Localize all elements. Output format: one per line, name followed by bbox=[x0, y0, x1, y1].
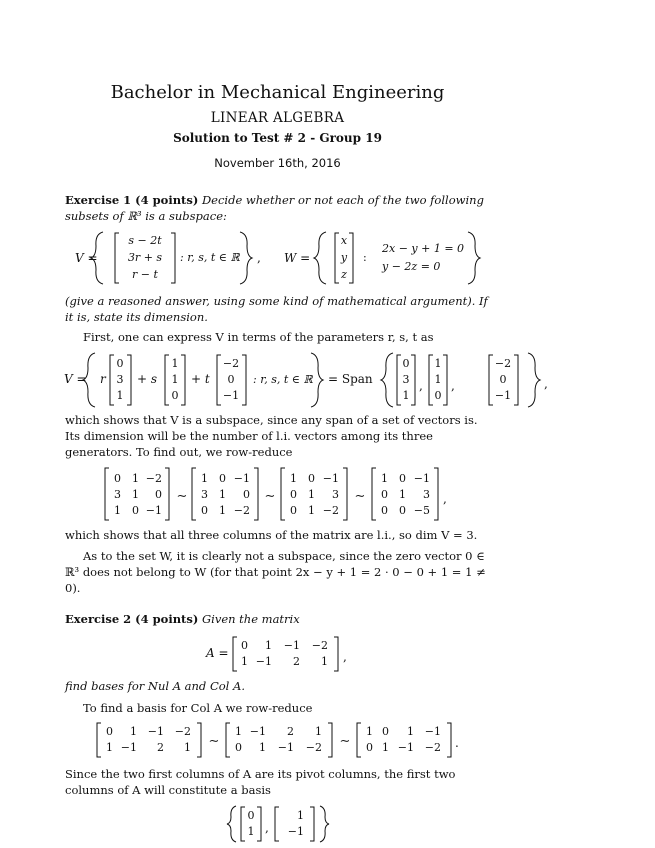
param-lhs: V = bbox=[64, 372, 87, 386]
exercise-2-paragraph-1: To find a basis for Col A we row-reduce bbox=[83, 701, 313, 715]
matrix-entry: 1 bbox=[290, 472, 297, 485]
matrix-entry: −1 bbox=[397, 741, 414, 754]
matrix-entry: 2 bbox=[157, 741, 164, 754]
exercise-1-sets bbox=[0, 228, 655, 288]
span-entry: −1 bbox=[494, 389, 512, 402]
exercise-1-heading: Exercise 1 (4 points) bbox=[65, 193, 199, 207]
param-coef: r bbox=[100, 372, 106, 386]
comma: , bbox=[544, 377, 548, 391]
basis-entry: −1 bbox=[287, 825, 304, 838]
matrix-entry: 1 bbox=[382, 741, 389, 754]
span-label: = Span bbox=[328, 372, 373, 386]
matrix-entry: −1 bbox=[277, 741, 294, 754]
document-title: Bachelor in Mechanical Engineering bbox=[110, 82, 445, 103]
param-entry: 0 bbox=[116, 357, 124, 370]
parametric-form bbox=[0, 350, 655, 410]
param-entry: 0 bbox=[171, 389, 179, 402]
matrix-entry: 1 bbox=[399, 488, 406, 501]
matrix-entry: 1 bbox=[106, 741, 113, 754]
span-entry: 0 bbox=[402, 357, 410, 370]
matrix-entry: 3 bbox=[114, 488, 121, 501]
param-condition: : r, s, t ∈ ℝ bbox=[253, 373, 313, 386]
matrix-entry: 1 bbox=[321, 655, 328, 668]
matrix-entry: 3 bbox=[201, 488, 208, 501]
set-w-entry: x bbox=[340, 234, 348, 247]
exercise-1-paragraph-4: As to the set W, it is clearly not a subspace, since the zero vector 0 ∈ ℝ³ does not belong to W (for that point 2x − y + 1 = 2 · 0 − 0 + 1 = 1 ≠ 0). bbox=[65, 549, 486, 595]
matrix-entry: 0 bbox=[201, 504, 208, 517]
set-v-name: V = bbox=[75, 251, 98, 265]
matrix-entry: 2 bbox=[293, 655, 300, 668]
matrix-entry: 1 bbox=[130, 725, 137, 738]
course-name: LINEAR ALGEBRA bbox=[210, 110, 345, 126]
matrix-entry: −2 bbox=[233, 504, 250, 517]
sim-symbol: ∼ bbox=[264, 489, 276, 504]
set-v-entry: r − t bbox=[132, 268, 158, 281]
matrix-a bbox=[0, 634, 655, 674]
matrix-entry: −1 bbox=[283, 639, 300, 652]
set-v-entry: s − 2t bbox=[128, 234, 162, 247]
param-entry: 1 bbox=[171, 357, 179, 370]
matrix-entry: 0 bbox=[381, 488, 388, 501]
set-w-equation-1: 2x − y + 1 = 0 bbox=[382, 242, 465, 255]
set-w-entry: z bbox=[341, 268, 347, 281]
basis-entry: 0 bbox=[247, 809, 255, 822]
span-entry: 3 bbox=[402, 373, 410, 386]
matrix-entry: −2 bbox=[311, 639, 328, 652]
matrix-entry: 0 bbox=[399, 472, 406, 485]
span-entry: 1 bbox=[434, 373, 442, 386]
sim-symbol: ∼ bbox=[208, 734, 220, 749]
matrix-entry: −1 bbox=[120, 741, 137, 754]
matrix-entry: 0 bbox=[155, 488, 162, 501]
document-subtitle: Solution to Test # 2 - Group 19 bbox=[173, 131, 382, 145]
matrix-entry: 1 bbox=[259, 741, 266, 754]
exercise-1-paragraph-3: which shows that all three columns of the matrix are l.i., so dim V = 3. bbox=[65, 528, 478, 542]
exercise-1-statement: Decide whether or not each of the two following subsets of ℝ³ is a subspace: bbox=[65, 193, 484, 223]
matrix-entry: 0 bbox=[308, 472, 315, 485]
matrix-entry: 0 bbox=[290, 488, 297, 501]
matrix-entry: 0 bbox=[382, 725, 389, 738]
svg-text:,: , bbox=[265, 821, 269, 835]
matrix-entry: 1 bbox=[366, 725, 373, 738]
matrix-entry: 0 bbox=[290, 504, 297, 517]
matrix-entry: 0 bbox=[241, 639, 248, 652]
matrix-entry: −2 bbox=[145, 472, 162, 485]
comma: , bbox=[443, 492, 447, 506]
span-entry: 0 bbox=[434, 389, 442, 402]
exercise-2-paragraph-2: Since the two first columns of A are its pivot columns, the first two columns of A will constitute a basis bbox=[65, 767, 456, 797]
matrix-a-name: A = bbox=[206, 646, 229, 660]
col-a-basis bbox=[0, 804, 655, 844]
param-entry: 3 bbox=[116, 373, 124, 386]
comma: , bbox=[343, 650, 347, 664]
param-entry: 1 bbox=[116, 389, 124, 402]
param-entry: 1 bbox=[171, 373, 179, 386]
exercise-2-heading: Exercise 2 (4 points) bbox=[65, 612, 199, 626]
span-entry: 1 bbox=[402, 389, 410, 402]
matrix-entry: −2 bbox=[322, 504, 339, 517]
exercise-2-prompt-end: find bases for Nul A and Col A. bbox=[65, 679, 245, 693]
span-entry: 1 bbox=[434, 357, 442, 370]
matrix-entry: 0 bbox=[366, 741, 373, 754]
matrix-entry: 1 bbox=[114, 504, 121, 517]
span-entry: −2 bbox=[494, 357, 512, 370]
exercise-1-paragraph-2: which shows that V is a subspace, since any span of a set of vectors is. Its dimension will be the number of l.i. vectors among its three generators. To find out, we row-reduce bbox=[65, 413, 478, 459]
matrix-entry: 0 bbox=[235, 741, 242, 754]
document-date: November 16th, 2016 bbox=[214, 156, 341, 170]
matrix-entry: 1 bbox=[315, 725, 322, 738]
matrix-entry: 1 bbox=[201, 472, 208, 485]
span-entry: 0 bbox=[499, 373, 507, 386]
set-w-name: W = bbox=[284, 251, 311, 265]
exercise-2-prompt bbox=[65, 611, 493, 627]
row-reduction-3x3 bbox=[0, 465, 655, 525]
matrix-entry: −1 bbox=[147, 725, 164, 738]
sim-symbol: ∼ bbox=[339, 734, 351, 749]
matrix-entry: 2 bbox=[287, 725, 294, 738]
matrix-entry: 0 bbox=[243, 488, 250, 501]
matrix-entry: 1 bbox=[265, 639, 272, 652]
matrix-entry: 1 bbox=[407, 725, 414, 738]
param-entry: 0 bbox=[227, 373, 235, 386]
matrix-entry: 1 bbox=[219, 488, 226, 501]
matrix-entry: 1 bbox=[219, 504, 226, 517]
matrix-entry: 3 bbox=[423, 488, 430, 501]
param-entry: −2 bbox=[222, 357, 240, 370]
matrix-entry: 0 bbox=[106, 725, 113, 738]
matrix-entry: −1 bbox=[255, 655, 272, 668]
row-reduction-2x4 bbox=[0, 720, 655, 760]
set-w-entry: y bbox=[340, 251, 348, 264]
param-coef: + t bbox=[191, 372, 210, 386]
matrix-entry: −1 bbox=[413, 472, 430, 485]
matrix-entry: 3 bbox=[332, 488, 339, 501]
matrix-entry: 0 bbox=[399, 504, 406, 517]
matrix-entry: 1 bbox=[235, 725, 242, 738]
matrix-entry: 1 bbox=[184, 741, 191, 754]
matrix-entry: −2 bbox=[305, 741, 322, 754]
exercise-1-prompt bbox=[65, 192, 493, 224]
period: . bbox=[455, 736, 459, 750]
matrix-entry: 1 bbox=[241, 655, 248, 668]
matrix-entry: −2 bbox=[424, 741, 441, 754]
matrix-entry: 0 bbox=[132, 504, 139, 517]
matrix-entry: −2 bbox=[174, 725, 191, 738]
matrix-entry: 1 bbox=[308, 488, 315, 501]
set-v-entry: 3r + s bbox=[127, 251, 163, 264]
basis-entry: 1 bbox=[247, 825, 255, 838]
matrix-entry: −1 bbox=[233, 472, 250, 485]
exercise-2-statement: Given the matrix bbox=[201, 612, 300, 626]
matrix-entry: 1 bbox=[132, 488, 139, 501]
exercise-1-paragraph-1: First, one can express V in terms of the parameters r, s, t as bbox=[83, 330, 434, 344]
matrix-entry: −1 bbox=[249, 725, 266, 738]
param-entry: −1 bbox=[222, 389, 240, 402]
exercise-1-prompt-end: (give a reasoned answer, using some kind of mathematical argument). If it is, state its dimension. bbox=[65, 294, 488, 324]
sim-symbol: ∼ bbox=[354, 489, 366, 504]
matrix-entry: −1 bbox=[322, 472, 339, 485]
matrix-entry: −1 bbox=[145, 504, 162, 517]
matrix-entry: 0 bbox=[114, 472, 121, 485]
matrix-entry: −1 bbox=[424, 725, 441, 738]
matrix-entry: 1 bbox=[132, 472, 139, 485]
comma: , bbox=[257, 251, 261, 265]
svg-text:,: , bbox=[419, 379, 423, 393]
matrix-entry: 1 bbox=[308, 504, 315, 517]
set-w-equation-2: y − 2z = 0 bbox=[382, 260, 441, 273]
matrix-entry: 0 bbox=[381, 504, 388, 517]
matrix-entry: 1 bbox=[381, 472, 388, 485]
sim-symbol: ∼ bbox=[176, 489, 188, 504]
set-v-condition: : r, s, t ∈ ℝ bbox=[180, 251, 240, 264]
matrix-entry: 0 bbox=[219, 472, 226, 485]
svg-text:,: , bbox=[451, 379, 455, 393]
param-coef: + s bbox=[137, 372, 158, 386]
basis-entry: 1 bbox=[297, 809, 304, 822]
matrix-entry: −5 bbox=[413, 504, 430, 517]
svg-text::: : bbox=[363, 251, 367, 264]
